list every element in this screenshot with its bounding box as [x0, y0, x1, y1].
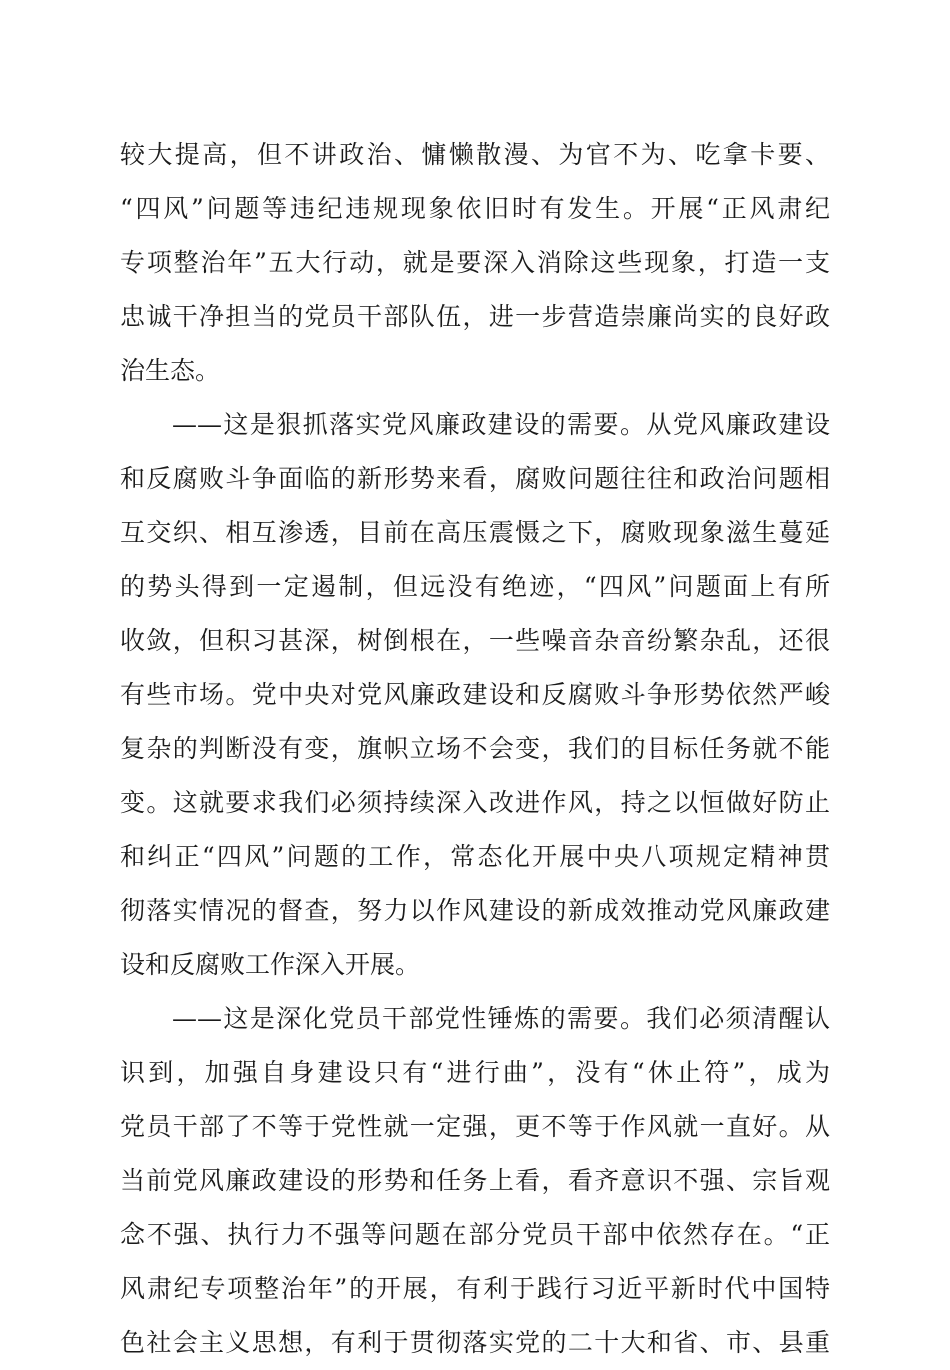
text-line: 的势头得到一定遏制，但远没有绝迹，“四风”问题面上有所	[120, 572, 830, 601]
text-line: 识到，加强自身建设只有“进行曲”，没有“休止符”，成为	[120, 1058, 830, 1087]
text-line: 色社会主义思想，有利于贯彻落实党的二十大和省、市、县重	[120, 1328, 830, 1357]
text-line: 互交织、相互渗透，目前在高压震慑之下，腐败现象滋生蔓延	[120, 518, 830, 547]
text-line: 变。这就要求我们必须持续深入改进作风，持之以恒做好防止	[120, 788, 830, 817]
text-line: 复杂的判断没有变，旗帜立场不会变，我们的目标任务就不能	[120, 734, 830, 763]
text-line: 念不强、执行力不强等问题在部分党员干部中依然存在。“正	[120, 1220, 830, 1249]
text-line: 有些市场。党中央对党风廉政建设和反腐败斗争形势依然严峻	[120, 680, 830, 709]
text-line: 设和反腐败工作深入开展。	[120, 950, 421, 979]
document-body	[120, 128, 830, 1370]
paragraph	[120, 398, 830, 992]
text-line: 党员干部了不等于党性就一定强，更不等于作风就一直好。从	[120, 1112, 830, 1141]
text-line: 当前党风廉政建设的形势和任务上看，看齐意识不强、宗旨观	[120, 1166, 830, 1195]
text-line: “四风”问题等违纪违规现象依旧时有发生。开展“正风肃纪	[120, 194, 830, 223]
text-line: 忠诚干净担当的党员干部队伍，进一步营造崇廉尚实的良好政	[120, 302, 830, 331]
text-line: 收敛，但积习甚深，树倒根在，一些噪音杂音纷繁杂乱，还很	[120, 626, 830, 655]
text-line: 和反腐败斗争面临的新形势来看，腐败问题往往和政治问题相	[120, 464, 830, 493]
paragraph	[120, 128, 830, 398]
text-line: 治生态。	[120, 356, 221, 385]
text-line: 彻落实情况的督查，努力以作风建设的新成效推动党风廉政建	[120, 896, 830, 925]
text-line: 较大提高，但不讲政治、慵懒散漫、为官不为、吃拿卡要、	[120, 140, 830, 169]
text-line: ——这是深化党员干部党性锤炼的需要。我们必须清醒认	[172, 1004, 830, 1033]
paragraph	[120, 992, 830, 1370]
text-line: 专项整治年”五大行动，就是要深入消除这些现象，打造一支	[120, 248, 830, 277]
text-line: ——这是狠抓落实党风廉政建设的需要。从党风廉政建设	[172, 410, 830, 439]
text-line: 和纠正“四风”问题的工作，常态化开展中央八项规定精神贯	[120, 842, 830, 871]
text-line: 风肃纪专项整治年”的开展，有利于践行习近平新时代中国特	[120, 1274, 830, 1303]
